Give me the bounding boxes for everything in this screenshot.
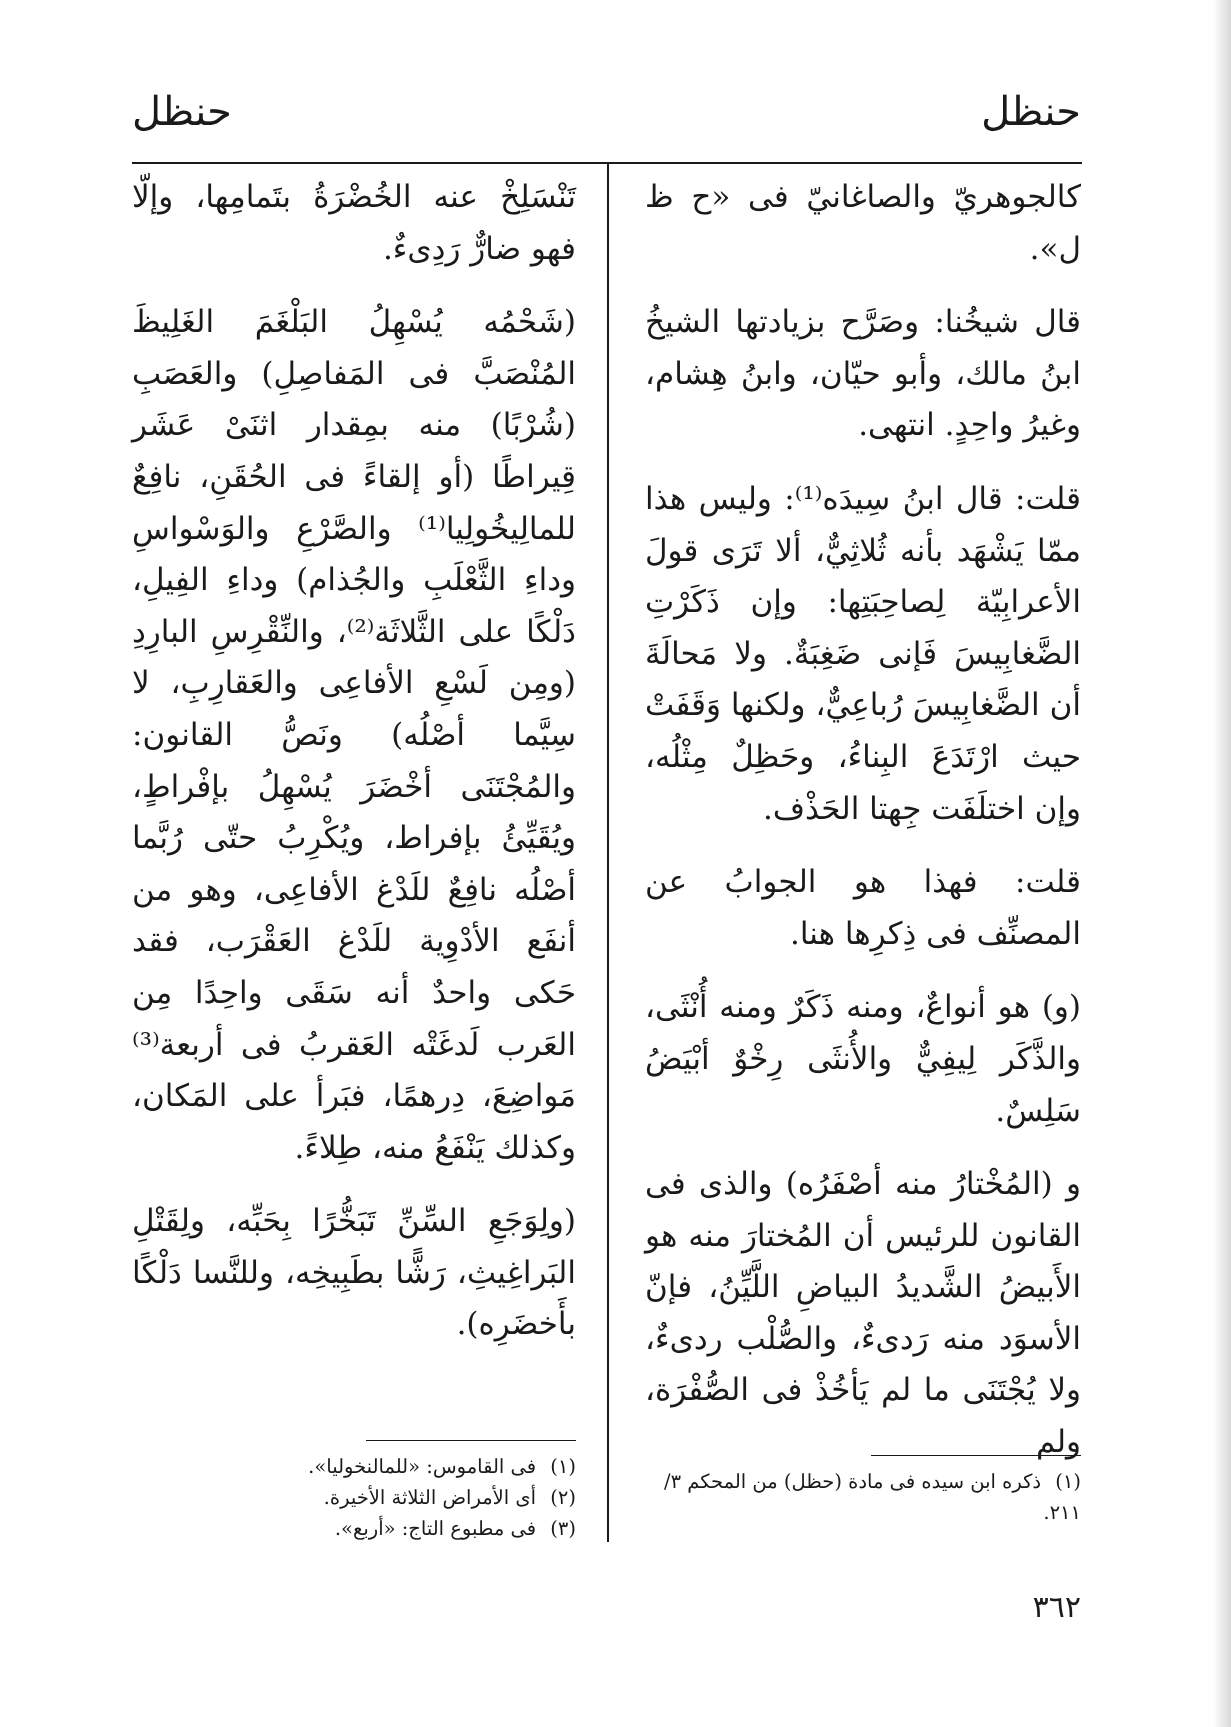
right-footnotes — [645, 1455, 1081, 1528]
paragraph: تَنْسَلِخْ عنه الخُضْرَةُ بتَمامِها، وإلّا فهو ضارٌّ رَدِىءٌ. — [132, 179, 576, 267]
left-column — [132, 172, 576, 1373]
paragraph: و (المُخْتارُ منه أصْفَرُه) والذى فى القانون للرئيس أن المُختارَ منه هو الأَبيضُ الشَّديدُ البياضِ اللَّيِّنُ، فإنّ الأسوَد منه رَدىءٌ، والصُّلْب ردىءٌ، ولا يُجْتَنَى ما لم يَأخُذْ فى الصُّفْرَة، ولم — [645, 1166, 1081, 1461]
column-divider — [607, 162, 609, 1542]
footnote-rule — [366, 1440, 576, 1441]
footnote-number: (٣) — [550, 1517, 576, 1540]
scan-edge-shadow — [1213, 0, 1231, 1727]
running-header-right: حنظل — [981, 89, 1081, 135]
footnote-text: ذكره ابن سيده فى مادة (حظل) من المحكم ٣/ ٢١١. — [663, 1470, 1081, 1524]
footnote — [132, 1482, 576, 1513]
footnote-text: أى الأمراض الثلاثة الأخيرة. — [323, 1486, 537, 1509]
paragraph: (شَحْمُه يُسْهِلُ البَلْغَمَ الغَلِيظَ المُنْصَبَّ فى المَفاصِلِ) والعَصَبِ (شُرْبًا) منه بمِقدار اثنَىْ عَشَر قِيراطًا (أو إلقاءً فى الحُقَنِ، نافِعٌ للمالِيخُولِيا⁽¹⁾ والصَّرْعِ والوَسْواسِ وداءِ الثَّعْلَبِ والجُذام) وداءِ الفِيلِ، دَلْكًا على الثَّلاثَة⁽²⁾، والنِّقْرِسِ البارِدِ (ومِن لَسْعِ الأفاعِى والعَقارِبِ، لا سِيَّما أصْلُه) ونَصُّ القانون: والمُجْتَنَى أخْضَرَ يُسْهِلُ بإفْراطٍ، ويُقَيِّئُ بإفراط، ويُكْرِبُ حتّى رُبَّما أصْلُه نافِعٌ للَدْغ الأفاعِى، وهو من أنفَع الأدْوِية للَدْغ العَقْرَب، فقد حَكى واحدٌ أنه سَقَى واحِدًا مِن العَرب لَدغَتْه العَقربُ فى أربعة⁽³⁾ مَواضِعَ، دِرهمًا، فبَرأ على المَكان، وكذلك يَنْفَعُ منه، طِلاءً. — [132, 304, 576, 1166]
paragraph: قلت: قال ابنُ سِيدَه⁽¹⁾: وليس هذا ممّا يَشْهَد بأنه ثُلاثِيٌّ، ألا تَرَى قولَ الأعرابِيّة لِصاحِبَتِها: وإن ذَكَرْتِ الضَّغابِيسَ فَإنى ضَغِبَةٌ. ولا مَحالَةَ أن الضَّغابِيسَ رُباعِيٌّ، ولكنها وَقَفَتْ حيث ارْتَدَعَ البِناءُ، وحَظِلٌ مِثْلُه، وإن اختلَفَت جِهتا الحَذْف. — [645, 480, 1081, 827]
footnote-number: (٢) — [550, 1486, 576, 1509]
footnote — [132, 1513, 576, 1544]
footnote-text: فى مطبوع التاج: «أربع». — [334, 1517, 537, 1540]
footnote-text: فى القاموس: «للمالنخوليا». — [308, 1455, 537, 1478]
right-column — [645, 172, 1081, 1491]
footnote-number: (١) — [550, 1455, 576, 1478]
paragraph: (ولِوَجَعِ السِّنِّ تَبَخُّرًا بِحَبِّه، ولِقَتْلِ البَراغِيثِ، رَشًّا بطَبِيخِه، وللنَّسا دَلْكًا بأَخضَرِه). — [132, 1203, 576, 1343]
footnote — [645, 1466, 1081, 1528]
running-header-left: حنظل — [132, 89, 232, 135]
footnote-number: (١) — [1055, 1470, 1081, 1493]
paragraph: (و) هو أنواعٌ، ومنه ذَكَرٌ ومنه أُنْثَى، والذَّكَر لِيفِيٌّ والأُنثَى رِخْوٌ أبْيَضُ سَلِسٌ. — [645, 989, 1081, 1129]
footnote — [132, 1451, 576, 1482]
footnote-rule — [871, 1455, 1081, 1456]
paragraph: قلت: فهذا هو الجوابُ عن المصنِّف فى ذِكرِها هنا. — [645, 864, 1081, 952]
paragraph: كالجوهريّ والصاغانيّ فى «ح ظ ل». — [645, 179, 1081, 267]
paragraph: قال شيخُنا: وصَرَّح بزيادتها الشيخُ ابنُ مالك، وأبو حيّان، وابنُ هِشام، وغيرُ واحِدٍ. انتهى. — [645, 304, 1081, 444]
page-number: ٣٦٢ — [1032, 1590, 1081, 1625]
left-footnotes — [132, 1440, 576, 1544]
